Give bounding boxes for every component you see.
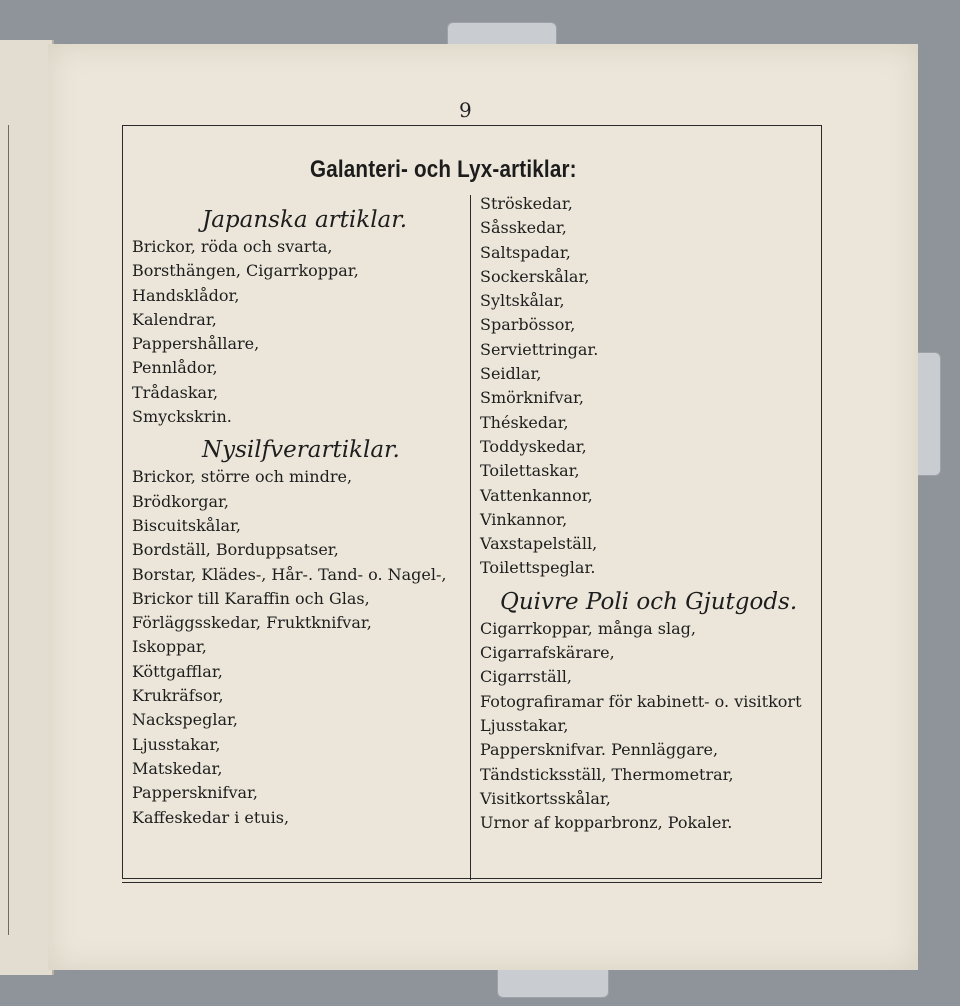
list-item: Serviettringar. [480, 339, 599, 359]
list-item: Handsklådor, [132, 285, 240, 305]
list-item: Pappersknifvar. Pennläggare, [480, 740, 719, 760]
page-heading: Galanteri- och Lyx-artiklar: [310, 156, 577, 183]
column-divider [470, 195, 471, 880]
list-item: Pappersknifvar, [132, 783, 258, 803]
section-title-japanese: Japanska artiklar. [202, 207, 408, 233]
list-item: Smyckskrin. [132, 407, 232, 427]
list-item: Urnor af kopparbronz, Pokaler. [480, 813, 733, 833]
list-item: Toddyskedar, [480, 436, 587, 456]
list-item: Pappershållare, [132, 334, 260, 354]
list-item: Brickor, större och mindre, [132, 467, 353, 487]
list-item: Cigarrafskärare, [480, 643, 615, 663]
list-item: Ljusstakar, [480, 715, 569, 735]
list-item: Smörknifvar, [480, 388, 585, 408]
luxury-items-list [480, 192, 802, 581]
list-item: Brickor till Karaffin och Glas, [132, 588, 370, 608]
list-item: Ljusstakar, [132, 734, 221, 754]
page-number: 9 [459, 98, 472, 122]
list-item: Ströskedar, [480, 194, 573, 213]
list-item: Vattenkannor, [480, 485, 593, 505]
list-item: Trådaskar, [132, 382, 219, 402]
list-item: Biscuitskålar, [132, 515, 241, 535]
list-item: Fotografiramar för kabinett- o. visitkort [480, 691, 802, 711]
list-item: Iskoppar, [132, 637, 207, 657]
list-item: Vinkannor, [480, 509, 568, 529]
list-item: Sockerskålar, [480, 266, 590, 286]
list-item: Vaxstapelställ, [480, 534, 598, 554]
list-item: Nackspeglar, [132, 710, 238, 730]
list-item: Pennlådor, [132, 358, 218, 378]
list-item: Matskedar, [132, 758, 223, 778]
list-item: Borsthängen, Cigarrkoppar, [132, 261, 359, 281]
list-item: Syltskålar, [480, 291, 565, 311]
section-title-quivre-poli: Quivre Poli och Gjutgods. [500, 588, 798, 615]
list-item: Toilettaskar, [480, 461, 580, 481]
list-item: Krukräfsor, [132, 686, 224, 706]
list-item: Förläggsskedar, Fruktknifvar, [132, 613, 372, 633]
list-item: Seidlar, [480, 364, 542, 384]
list-item: Såsskedar, [480, 218, 567, 238]
list-item: Tändsticksställ, Thermometrar, [480, 764, 734, 784]
section-title-nickel-silver: Nysilfverartiklar. [202, 437, 400, 464]
list-item: Cigarrkoppar, många slag, [480, 618, 696, 638]
list-item: Visitkortsskålar, [480, 788, 611, 808]
frame-double-rule [122, 882, 822, 883]
facing-page-edge [0, 40, 54, 975]
right-column [480, 192, 802, 835]
list-item: Borstar, Klädes-, Hår-. Tand- o. Nagel-, [132, 564, 447, 584]
list-item: Kaffeskedar i etuis, [132, 807, 290, 827]
list-item: Brickor, röda och svarta, [132, 237, 333, 256]
list-item: Brödkorgar, [132, 491, 230, 511]
list-item: Sparbössor, [480, 315, 576, 335]
list-item: Köttgafflar, [132, 661, 223, 681]
japanese-items-list [132, 235, 447, 429]
list-item: Kalendrar, [132, 309, 217, 329]
left-column [132, 205, 447, 830]
list-item: Cigarrställ, [480, 667, 572, 687]
list-item: Théskedar, [480, 412, 569, 432]
binder-clip-bottom [497, 968, 609, 998]
list-item: Toilettspeglar. [480, 558, 596, 578]
list-item: Bordställ, Borduppsatser, [132, 540, 339, 560]
quivre-poli-items-list [480, 617, 802, 836]
facing-page-rule [0, 125, 9, 935]
list-item: Saltspadar, [480, 242, 571, 262]
nickel-silver-items-list [132, 465, 447, 829]
